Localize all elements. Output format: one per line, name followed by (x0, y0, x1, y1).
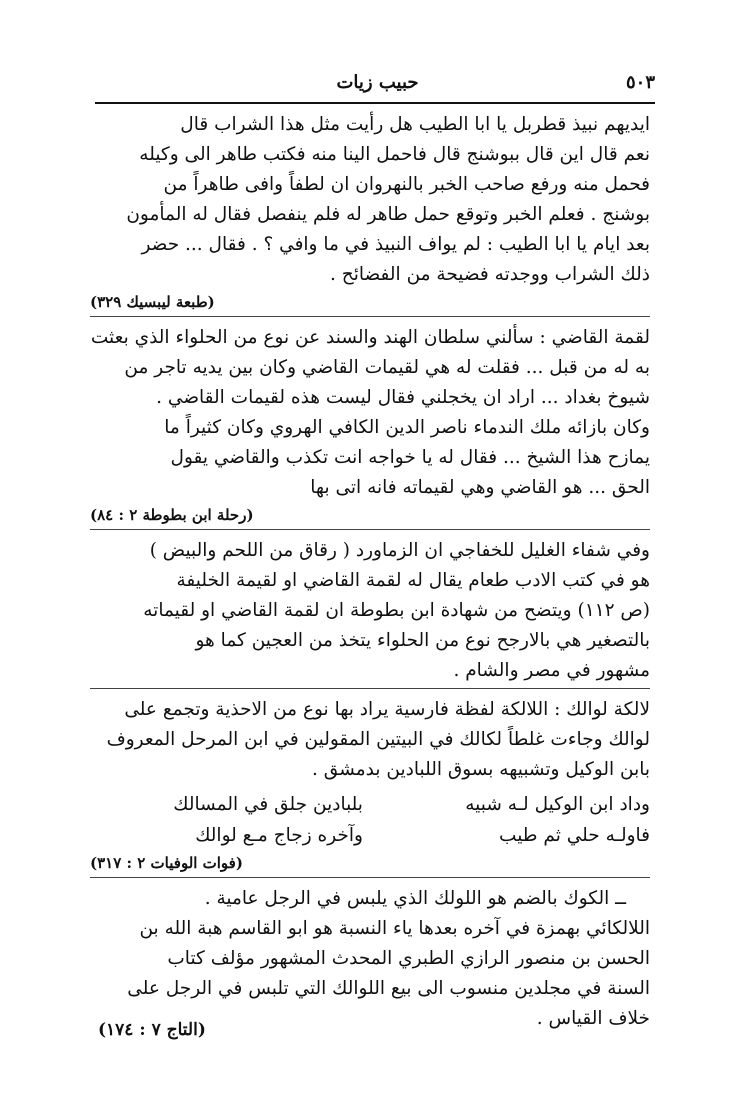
text-line: وفي شفاء الغليل للخفاجي ان الزماورد ( رقاق من اللحم والبيض ) (149, 540, 650, 561)
text-line: به له من قبل ... فقلت له هي لقيمات القاضي وكان بين يديه تاجر من (124, 357, 650, 378)
text-line: بالتصغير هي بالارجح نوع من الحلواء يتخذ من العجين كما هو (195, 630, 650, 651)
citation: (رحلة ابن بطوطة ٢ : ٨٤) (90, 506, 254, 524)
divider (90, 877, 650, 880)
header-rule (95, 102, 655, 104)
text-line: لقمة القاضي : سألني سلطان الهند والسند عن نوع من الحلواء الذي بعثت (90, 327, 650, 348)
text-line: بوشنج . فعلم الخبر وتوقع حمل طاهر له فلم ينفصل فقال له المأمون (126, 204, 650, 225)
verse-line (90, 820, 650, 851)
text-line: وكان بازائه ملك الندماء ناصر الدين الكافي الهروي وكان كثيراً ما (164, 417, 650, 438)
running-head-author: حبيب زيات (336, 72, 419, 93)
page-body (90, 110, 650, 1034)
text-line: بعد ايام يا ابا الطيب : لم يواف النبيذ في ما وافي ؟ . فقال ... حضر (141, 234, 650, 255)
section-nabidh (90, 110, 650, 314)
text-line: لوالك وجاءت غلطاً لكالك في البيتين المقولين في ابن المرحل المعروف (106, 729, 650, 750)
citation: (طبعة ليبسيك ٣٢٩) (90, 293, 215, 311)
divider (90, 688, 650, 691)
text-line: نعم قال اين قال ببوشنج قال فاحمل الينا منه فكتب طاهر الى وكيله (139, 144, 650, 165)
text-line: ــ الكوك بالضم هو اللولك الذي يلبس في الرجل عامية . (204, 888, 626, 909)
text-line: (ص ١١٢) ويتضح من شهادة ابن بطوطة ان لقمة القاضي او لقيماته (143, 600, 650, 621)
verse-second-hemistich: وآخره زجاج مـع لوالك (195, 825, 363, 846)
section-lalikai (90, 884, 650, 1034)
verse-line (90, 789, 650, 820)
page-number: ٥٠٣ (625, 72, 655, 93)
text-line: الحق ... هو القاضي وهي لقيماته فانه اتى بها (310, 477, 650, 498)
text-line: شيوخ بغداد ... اراد ان يخجلني فقال ليست هذه لقيمات القاضي . (156, 387, 650, 408)
text-line: لالكة لوالك : اللالكة لفظة فارسية يراد بها نوع من الاحذية وتجمع على (124, 699, 650, 720)
text-line: ايديهم نبيذ قطربل يا ابا الطيب هل رأيت مثل هذا الشراب قال (180, 114, 650, 135)
citation: (فوات الوفيات ٢ : ٣١٧) (90, 854, 243, 872)
text-line: هو في كتب الادب طعام يقال له لقمة القاضي او لقيمة الخليفة (176, 570, 650, 591)
divider (90, 529, 650, 532)
verse-first-hemistich: فاولـه حلي ثم طيب (499, 825, 650, 846)
text-line: يمازح هذا الشيخ ... فقال له يا خواجه انت تكذب والقاضي يقول (170, 447, 650, 468)
text-line: اللالكائي بهمزة في آخره بعدها ياء النسبة هو ابو القاسم هبة الله بن (139, 918, 650, 939)
text-line: بابن الوكيل وتشبيهه بسوق اللبادين بدمشق . (312, 759, 650, 780)
section-shifa-al-ghalil (90, 536, 650, 686)
page-header (100, 72, 655, 102)
text-line: الحسن بن منصور الرازي الطبري المحدث المشهور مؤلف كتاب (167, 948, 650, 969)
citation: (التاج ٧ : ١٧٤) (98, 1020, 206, 1040)
text-line: فحمل منه ورفع صاحب الخبر بالنهروان ان لطفاً وافى طاهراً من (163, 174, 650, 195)
section-lalika (90, 695, 650, 875)
text-line: السنة في مجلدين منسوب الى بيع اللوالك التي تلبس في الرجل على (127, 978, 650, 999)
verse-second-hemistich: بلبادين جلق في المسالك (173, 794, 363, 815)
verse-first-hemistich: وداد ابن الوكيل لـه شبيه (465, 794, 650, 815)
section-luqmat-al-qadi (90, 323, 650, 527)
text-line: مشهور في مصر والشام . (453, 660, 650, 681)
text-line: ذلك الشراب ووجدته فضيحة من الفضائح . (330, 264, 650, 285)
text-line: خلاف القياس . (536, 1008, 650, 1029)
divider (90, 316, 650, 319)
